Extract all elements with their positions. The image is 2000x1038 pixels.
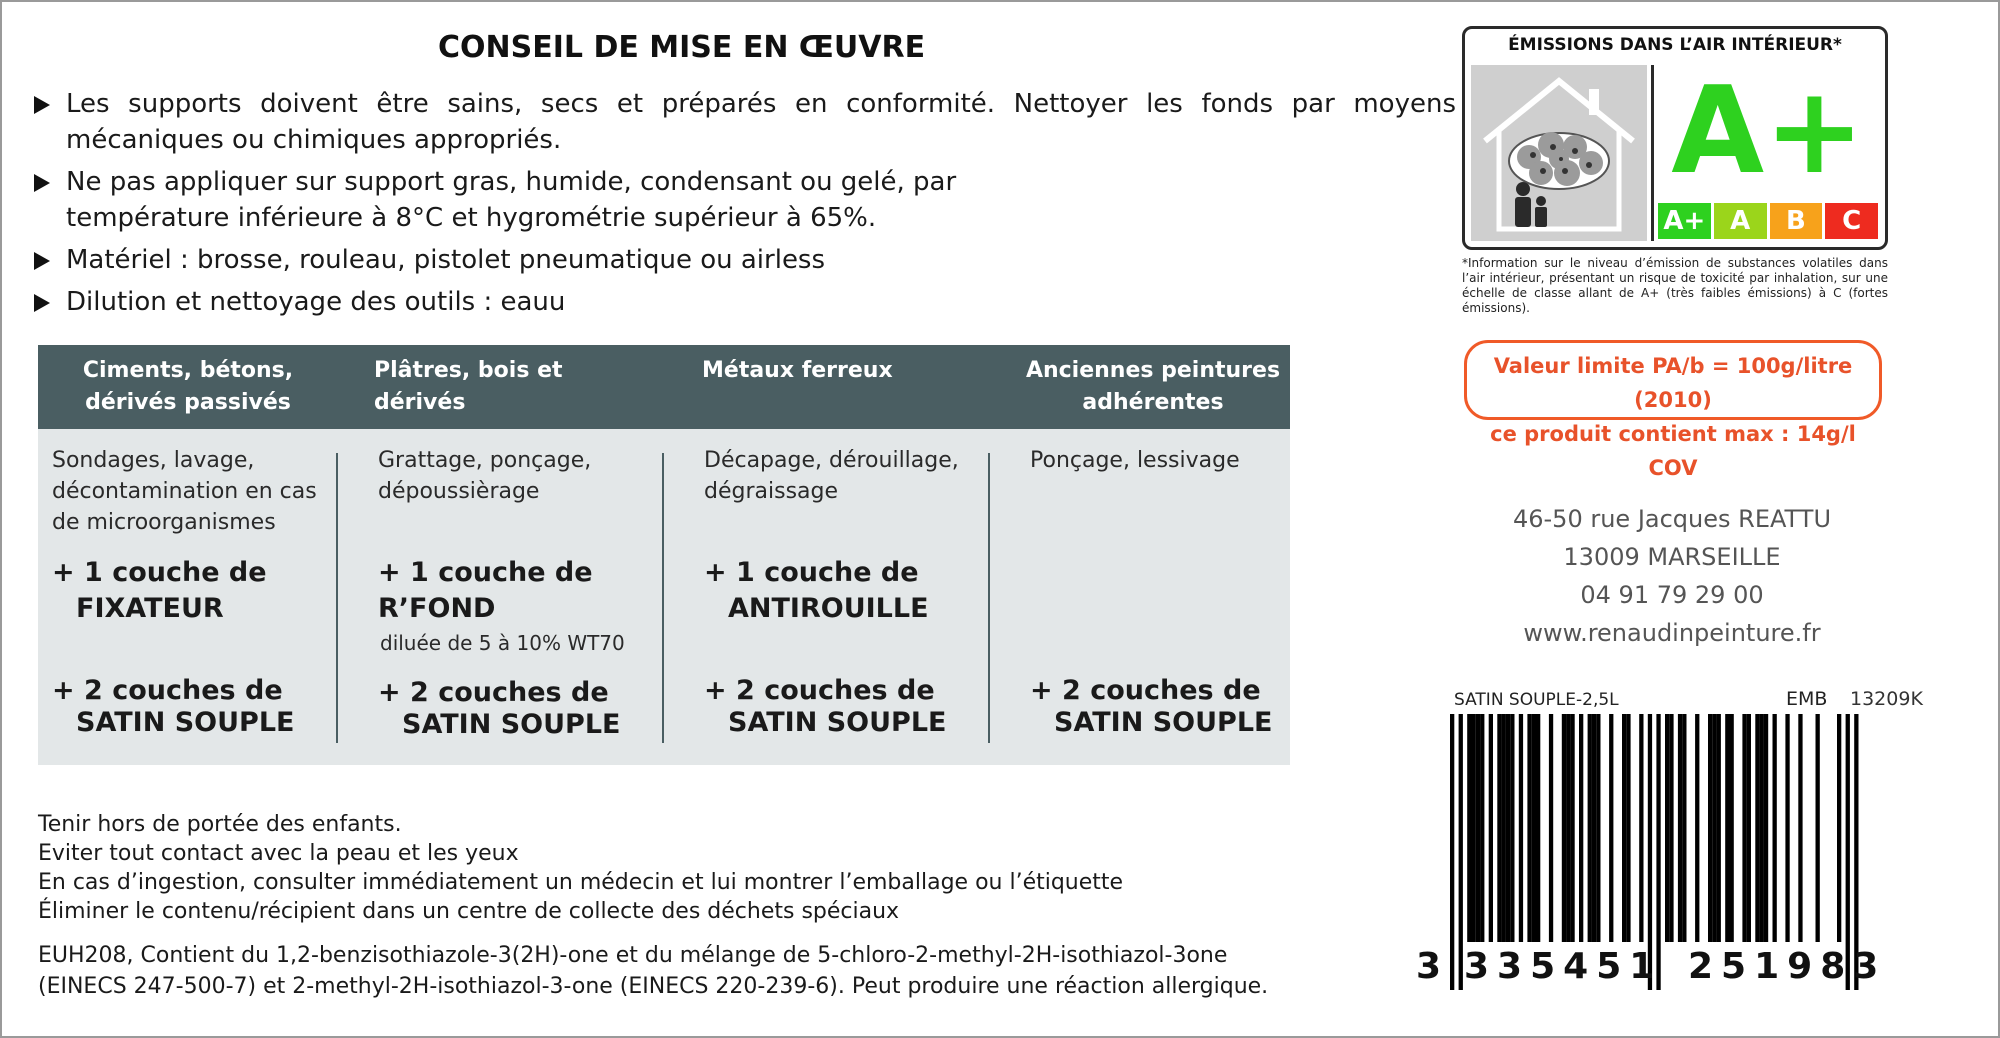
scale-a-plus: A+ — [1658, 203, 1711, 239]
safety-warnings: Tenir hors de portée des enfants. Eviter tout contact avec la peau et les yeux En cas d’ingestion, consulter immédiatement un médecin et lui montrer l’emballage ou l’étiquette Éliminer le contenu/récipient dans un centre de collecte des déchets spéciaux — [38, 812, 1124, 924]
coat-step: + 1 couche de ANTIROUILLE — [704, 557, 929, 624]
barcode-bar — [1527, 714, 1531, 942]
list-item: Les supports doivent être sains, secs et préparés en conformité. Nettoyer les fonds par moyens mécaniques ou chimiques appropriés. — [32, 86, 1432, 158]
cov-limit-box: Valeur limite PA/b = 100g/litre (2010) ce produit contient max : 14g/l COV — [1464, 340, 1882, 420]
barcode-bar — [1519, 714, 1523, 942]
barcode-bar — [1665, 714, 1669, 942]
barcode-bar — [1489, 714, 1493, 942]
emission-grade: A+ — [1671, 62, 1865, 201]
barcode-bar — [1730, 714, 1734, 942]
barcode-digits — [1414, 946, 1896, 990]
company-address: 46-50 rue Jacques REATTU 13009 MARSEILLE 04 91 79 29 00 www.renaudinpeinture.fr — [1512, 505, 1832, 647]
barcode-bar — [1596, 714, 1600, 942]
prep-text: Décapage, dérouillage, dégraissage — [704, 448, 959, 504]
list-item: Matériel : brosse, rouleau, pistolet pneumatique ou airless — [32, 242, 1432, 278]
barcode-bar — [1742, 714, 1746, 942]
barcode-bar — [1562, 714, 1566, 942]
instruction-list — [32, 86, 1456, 326]
barcode-bar — [1816, 714, 1820, 942]
barcode-bar — [1837, 714, 1841, 942]
barcode-bar — [1798, 714, 1802, 942]
emission-title: ÉMISSIONS DANS L’AIR INTÉRIEUR* — [1508, 35, 1842, 55]
barcode-bar — [1480, 714, 1484, 942]
barcode-bar — [1669, 714, 1673, 942]
barcode-bar — [1536, 714, 1540, 942]
emission-footnote: *Information sur le niveau d’émission de substances volatiles dans l’air intérieur, présentant un risque de toxicité par inhalation, sur une échelle de classe allant de A+ (très faibles émissions) à C (fortes émissions). — [1462, 256, 1888, 315]
coat-step: + 2 couches de SATIN SOUPLE — [704, 675, 947, 738]
barcode-bar — [1682, 714, 1686, 942]
arrow-right-icon — [34, 174, 50, 192]
emission-grade-panel — [1651, 62, 1882, 241]
barcode-bar — [1708, 714, 1712, 942]
barcode-bar — [1712, 714, 1716, 942]
list-item: Ne pas appliquer sur support gras, humide, condensant ou gelé, par température inférieure à 8°C et hygrométrie supérieur à 65%. — [32, 164, 1432, 236]
barcode-bar — [1755, 714, 1759, 942]
barcode-bar — [1506, 714, 1510, 942]
header-cell: Plâtres, bois et dérivés — [374, 358, 563, 415]
scale-c: C — [1825, 203, 1878, 239]
application-table — [38, 345, 1290, 765]
emission-label — [1462, 26, 1888, 250]
coat-step: + 1 couche de R’FOND — [378, 557, 593, 624]
barcode-bar — [1476, 714, 1480, 942]
scale-a: A — [1714, 203, 1767, 239]
house-pollution-icon — [1471, 65, 1647, 241]
barcode-bar — [1467, 714, 1471, 942]
barcode-bar — [1639, 714, 1643, 942]
scale-b: B — [1770, 203, 1823, 239]
coat-step: + 2 couches de SATIN SOUPLE — [378, 677, 621, 740]
barcode-bar — [1497, 714, 1501, 942]
prep-text: Ponçage, lessivage — [1030, 448, 1240, 473]
barcode-product-label: SATIN SOUPLE-2,5L — [1454, 690, 1619, 710]
prep-text: Grattage, ponçage, dépoussièrage — [378, 448, 592, 504]
barcode-code: 13209K — [1850, 688, 1923, 710]
coat-step: + 2 couches de SATIN SOUPLE — [1030, 675, 1273, 738]
barcode-bar — [1510, 714, 1514, 942]
barcode-bar — [1725, 714, 1729, 942]
barcode-bar — [1717, 714, 1721, 942]
barcode-bar — [1785, 714, 1789, 942]
prep-text: Sondages, lavage, décontamination en cas de microorganismes — [52, 448, 317, 535]
dilution-note: diluée de 5 à 10% WT70 — [380, 631, 625, 655]
header-cell: Ciments, bétons, dérivés passivés — [82, 358, 294, 415]
barcode-bar — [1592, 714, 1596, 942]
barcode-bar — [1695, 714, 1699, 942]
list-item: Dilution et nettoyage des outils : eauu — [32, 284, 1432, 320]
barcode-emb: EMB — [1786, 688, 1828, 710]
barcode-bar — [1566, 714, 1570, 942]
barcode-bar — [1764, 714, 1768, 942]
barcode-bar — [1747, 714, 1751, 942]
barcode-bar — [1773, 714, 1777, 942]
barcode-bar — [1588, 714, 1592, 942]
coat-step: + 2 couches de SATIN SOUPLE — [52, 675, 295, 738]
barcode-bar — [1579, 714, 1583, 942]
barcode-bar — [1678, 714, 1682, 942]
barcode-bar — [1532, 714, 1536, 942]
header-cell: Anciennes peintures adhérentes — [1025, 358, 1281, 415]
arrow-right-icon — [34, 294, 50, 312]
barcode-bar — [1472, 714, 1476, 942]
barcode-bar — [1760, 714, 1764, 942]
table-header — [38, 345, 1290, 429]
coat-step: + 1 couche de FIXATEUR — [52, 557, 267, 624]
arrow-right-icon — [34, 96, 50, 114]
header-cell: Métaux ferreux — [702, 358, 893, 383]
barcode-digits-right: 251983 — [1688, 946, 1887, 987]
arrow-right-icon — [34, 252, 50, 270]
barcode-bar — [1626, 714, 1630, 942]
barcode-bar — [1502, 714, 1506, 942]
barcode-bar — [1609, 714, 1613, 942]
euh-statement: EUH208, Contient du 1,2-benzisothiazole-3(2H)-one et du mélange de 5-chloro-2-methyl-2H-isothiazol-3one (EINECS 247-500-7) et 2-methyl-2H-isothiazol-3-one (EINECS 220-239-6). Peut produire une réaction allergique. — [38, 943, 1269, 999]
table-column — [52, 445, 352, 738]
table-column — [1030, 445, 1330, 738]
barcode-digit-first: 3 — [1416, 946, 1442, 987]
table-column — [378, 445, 678, 740]
table-column — [704, 445, 1004, 738]
barcode-digits-left: 335451 — [1464, 946, 1663, 987]
barcode-bar — [1570, 714, 1574, 942]
barcode-bar — [1622, 714, 1626, 942]
emission-scale — [1658, 203, 1878, 239]
barcode-bar — [1549, 714, 1553, 942]
page-title: CONSEIL DE MISE EN ŒUVRE — [438, 30, 926, 65]
